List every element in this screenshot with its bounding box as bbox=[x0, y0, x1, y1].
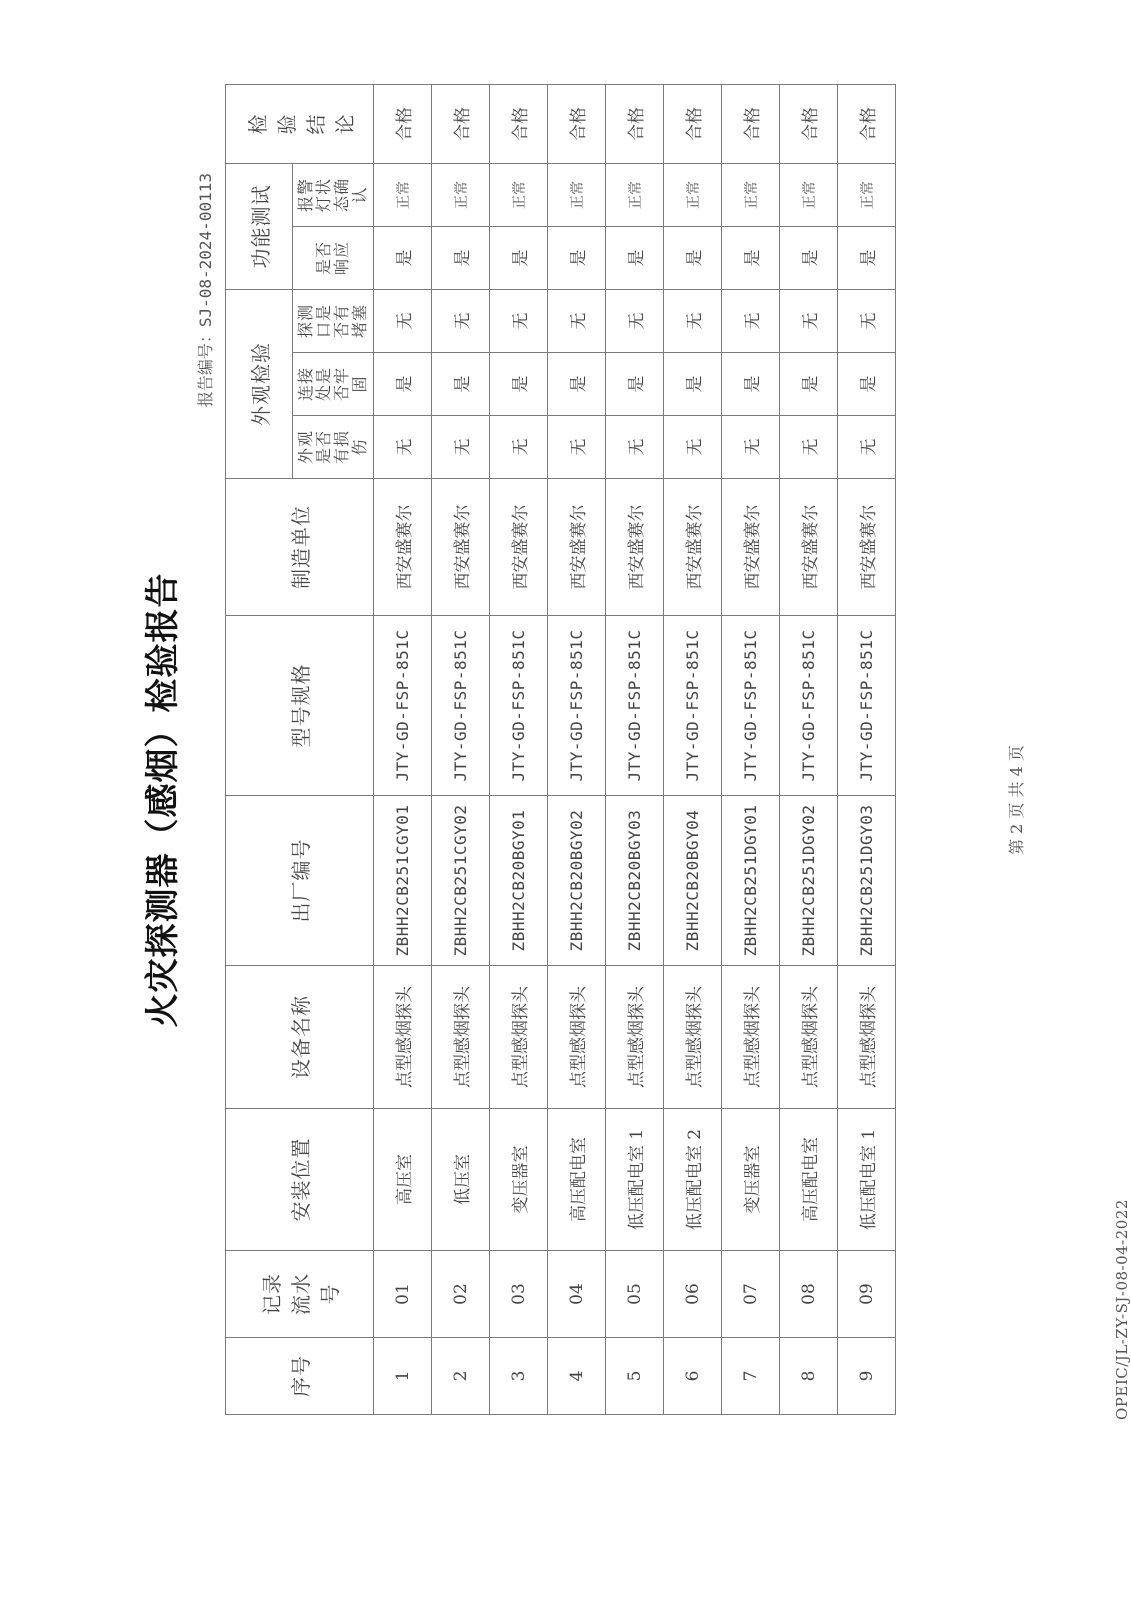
cell-alarm-light: 正常 bbox=[432, 163, 490, 226]
cell-device-name: 点型感烟探头 bbox=[722, 966, 780, 1109]
cell-response: 是 bbox=[374, 226, 432, 289]
cell-record-no: 06 bbox=[664, 1251, 722, 1338]
cell-appearance-damage: 无 bbox=[838, 416, 896, 479]
cell-response: 是 bbox=[838, 226, 896, 289]
cell-record-no: 03 bbox=[490, 1251, 548, 1338]
table-row bbox=[490, 84, 548, 1414]
cell-factory-no: ZBHH2CB251DGY02 bbox=[780, 796, 838, 966]
cell-alarm-light: 正常 bbox=[606, 163, 664, 226]
cell-record-no: 04 bbox=[548, 1251, 606, 1338]
table-row bbox=[664, 84, 722, 1414]
cell-model: JTY-GD-FSP-851C bbox=[490, 616, 548, 796]
cell-connection-secure: 是 bbox=[838, 353, 896, 416]
cell-factory-no: ZBHH2CB20BGY02 bbox=[548, 796, 606, 966]
cell-alarm-light: 正常 bbox=[490, 163, 548, 226]
header-device-name: 设备名称 bbox=[226, 966, 374, 1109]
header-appearance-group: 外观检验 bbox=[226, 289, 293, 478]
cell-model: JTY-GD-FSP-851C bbox=[432, 616, 490, 796]
cell-manufacturer: 西安盛赛尔 bbox=[548, 479, 606, 616]
cell-record-no: 01 bbox=[374, 1251, 432, 1338]
cell-conclusion: 合格 bbox=[606, 84, 664, 163]
cell-alarm-light: 正常 bbox=[548, 163, 606, 226]
cell-factory-no: ZBHH2CB20BGY03 bbox=[606, 796, 664, 966]
cell-model: JTY-GD-FSP-851C bbox=[722, 616, 780, 796]
cell-manufacturer: 西安盛赛尔 bbox=[780, 479, 838, 616]
table-row bbox=[374, 84, 432, 1414]
cell-manufacturer: 西安盛赛尔 bbox=[490, 479, 548, 616]
report-number-label: 报告编号： bbox=[196, 327, 215, 408]
cell-connection-secure: 是 bbox=[490, 353, 548, 416]
cell-factory-no: ZBHH2CB251DGY03 bbox=[838, 796, 896, 966]
cell-appearance-damage: 无 bbox=[374, 416, 432, 479]
report-number-value: SJ-08-2024-00113 bbox=[196, 173, 215, 328]
cell-record-no: 02 bbox=[432, 1251, 490, 1338]
cell-model: JTY-GD-FSP-851C bbox=[548, 616, 606, 796]
cell-manufacturer: 西安盛赛尔 bbox=[722, 479, 780, 616]
cell-alarm-light: 正常 bbox=[374, 163, 432, 226]
cell-manufacturer: 西安盛赛尔 bbox=[838, 479, 896, 616]
cell-alarm-light: 正常 bbox=[780, 163, 838, 226]
header-conclusion: 检验结论 bbox=[226, 84, 374, 163]
cell-device-name: 点型感烟探头 bbox=[490, 966, 548, 1109]
cell-record-no: 09 bbox=[838, 1251, 896, 1338]
cell-factory-no: ZBHH2CB251CGY01 bbox=[374, 796, 432, 966]
header-model: 型号规格 bbox=[226, 616, 374, 796]
cell-appearance-damage: 无 bbox=[490, 416, 548, 479]
cell-port-blocked: 无 bbox=[606, 289, 664, 352]
cell-conclusion: 合格 bbox=[490, 84, 548, 163]
cell-port-blocked: 无 bbox=[722, 289, 780, 352]
cell-conclusion: 合格 bbox=[722, 84, 780, 163]
cell-appearance-damage: 无 bbox=[722, 416, 780, 479]
cell-device-name: 点型感烟探头 bbox=[374, 966, 432, 1109]
cell-location: 低压配电室 1 bbox=[606, 1109, 664, 1251]
cell-record-no: 08 bbox=[780, 1251, 838, 1338]
cell-connection-secure: 是 bbox=[606, 353, 664, 416]
header-connection-secure: 连接处是否牢固 bbox=[293, 353, 374, 416]
report-title: 火灾探测器（感烟）检验报告 bbox=[143, 572, 183, 1028]
cell-model: JTY-GD-FSP-851C bbox=[606, 616, 664, 796]
cell-factory-no: ZBHH2CB20BGY04 bbox=[664, 796, 722, 966]
inspection-table bbox=[225, 84, 896, 1415]
cell-appearance-damage: 无 bbox=[432, 416, 490, 479]
cell-factory-no: ZBHH2CB251CGY02 bbox=[432, 796, 490, 966]
cell-connection-secure: 是 bbox=[664, 353, 722, 416]
cell-port-blocked: 无 bbox=[664, 289, 722, 352]
cell-appearance-damage: 无 bbox=[548, 416, 606, 479]
report-number bbox=[193, 173, 216, 407]
cell-seq: 8 bbox=[780, 1338, 838, 1415]
table-row bbox=[432, 84, 490, 1414]
cell-device-name: 点型感烟探头 bbox=[664, 966, 722, 1109]
cell-device-name: 点型感烟探头 bbox=[432, 966, 490, 1109]
form-code: OPEIC/JL-ZY-SJ-08-04-2022 bbox=[1113, 1199, 1131, 1420]
cell-alarm-light: 正常 bbox=[664, 163, 722, 226]
cell-seq: 1 bbox=[374, 1338, 432, 1415]
cell-device-name: 点型感烟探头 bbox=[606, 966, 664, 1109]
cell-manufacturer: 西安盛赛尔 bbox=[374, 479, 432, 616]
cell-port-blocked: 无 bbox=[490, 289, 548, 352]
cell-connection-secure: 是 bbox=[374, 353, 432, 416]
cell-manufacturer: 西安盛赛尔 bbox=[606, 479, 664, 616]
cell-response: 是 bbox=[548, 226, 606, 289]
cell-appearance-damage: 无 bbox=[780, 416, 838, 479]
header-alarm-light: 报警灯状态确认 bbox=[293, 163, 374, 226]
cell-port-blocked: 无 bbox=[548, 289, 606, 352]
cell-seq: 2 bbox=[432, 1338, 490, 1415]
cell-response: 是 bbox=[780, 226, 838, 289]
cell-manufacturer: 西安盛赛尔 bbox=[664, 479, 722, 616]
cell-location: 高压配电室 bbox=[548, 1109, 606, 1251]
cell-connection-secure: 是 bbox=[432, 353, 490, 416]
cell-location: 高压室 bbox=[374, 1109, 432, 1251]
page-indicator: 第 2 页 共 4 页 bbox=[1007, 745, 1026, 855]
header-response: 是否响应 bbox=[293, 226, 374, 289]
cell-location: 变压器室 bbox=[490, 1109, 548, 1251]
cell-port-blocked: 无 bbox=[838, 289, 896, 352]
cell-device-name: 点型感烟探头 bbox=[780, 966, 838, 1109]
cell-port-blocked: 无 bbox=[780, 289, 838, 352]
cell-model: JTY-GD-FSP-851C bbox=[664, 616, 722, 796]
cell-seq: 3 bbox=[490, 1338, 548, 1415]
cell-response: 是 bbox=[606, 226, 664, 289]
header-location: 安装位置 bbox=[226, 1109, 374, 1251]
cell-seq: 4 bbox=[548, 1338, 606, 1415]
header-appearance-damage: 外观是否有损伤 bbox=[293, 416, 374, 479]
cell-response: 是 bbox=[490, 226, 548, 289]
cell-alarm-light: 正常 bbox=[722, 163, 780, 226]
table-row bbox=[838, 84, 896, 1414]
table-row bbox=[548, 84, 606, 1414]
cell-model: JTY-GD-FSP-851C bbox=[780, 616, 838, 796]
header-factory-no: 出厂编号 bbox=[226, 796, 374, 966]
cell-alarm-light: 正常 bbox=[838, 163, 896, 226]
cell-connection-secure: 是 bbox=[780, 353, 838, 416]
cell-conclusion: 合格 bbox=[374, 84, 432, 163]
cell-manufacturer: 西安盛赛尔 bbox=[432, 479, 490, 616]
header-manufacturer: 制造单位 bbox=[226, 479, 374, 616]
cell-location: 高压配电室 bbox=[780, 1109, 838, 1251]
cell-model: JTY-GD-FSP-851C bbox=[374, 616, 432, 796]
header-function-group: 功能测试 bbox=[226, 163, 293, 289]
cell-seq: 7 bbox=[722, 1338, 780, 1415]
cell-device-name: 点型感烟探头 bbox=[838, 966, 896, 1109]
cell-seq: 5 bbox=[606, 1338, 664, 1415]
cell-conclusion: 合格 bbox=[548, 84, 606, 163]
cell-response: 是 bbox=[664, 226, 722, 289]
cell-location: 变压器室 bbox=[722, 1109, 780, 1251]
cell-device-name: 点型感烟探头 bbox=[548, 966, 606, 1109]
table-row bbox=[606, 84, 664, 1414]
table-row bbox=[780, 84, 838, 1414]
cell-location: 低压配电室 1 bbox=[838, 1109, 896, 1251]
cell-appearance-damage: 无 bbox=[606, 416, 664, 479]
cell-port-blocked: 无 bbox=[374, 289, 432, 352]
cell-conclusion: 合格 bbox=[838, 84, 896, 163]
cell-port-blocked: 无 bbox=[432, 289, 490, 352]
table-row bbox=[722, 84, 780, 1414]
cell-seq: 9 bbox=[838, 1338, 896, 1415]
cell-location: 低压室 bbox=[432, 1109, 490, 1251]
cell-response: 是 bbox=[432, 226, 490, 289]
cell-model: JTY-GD-FSP-851C bbox=[838, 616, 896, 796]
header-port-blocked: 探测口是否有堵塞 bbox=[293, 289, 374, 352]
cell-response: 是 bbox=[722, 226, 780, 289]
cell-connection-secure: 是 bbox=[548, 353, 606, 416]
cell-record-no: 07 bbox=[722, 1251, 780, 1338]
cell-record-no: 05 bbox=[606, 1251, 664, 1338]
cell-appearance-damage: 无 bbox=[664, 416, 722, 479]
header-seq: 序号 bbox=[226, 1338, 374, 1415]
cell-conclusion: 合格 bbox=[432, 84, 490, 163]
cell-factory-no: ZBHH2CB251DGY01 bbox=[722, 796, 780, 966]
cell-factory-no: ZBHH2CB20BGY01 bbox=[490, 796, 548, 966]
cell-conclusion: 合格 bbox=[664, 84, 722, 163]
cell-connection-secure: 是 bbox=[722, 353, 780, 416]
cell-seq: 6 bbox=[664, 1338, 722, 1415]
cell-conclusion: 合格 bbox=[780, 84, 838, 163]
header-record-no: 记录流水号 bbox=[226, 1251, 374, 1338]
cell-location: 低压配电室 2 bbox=[664, 1109, 722, 1251]
